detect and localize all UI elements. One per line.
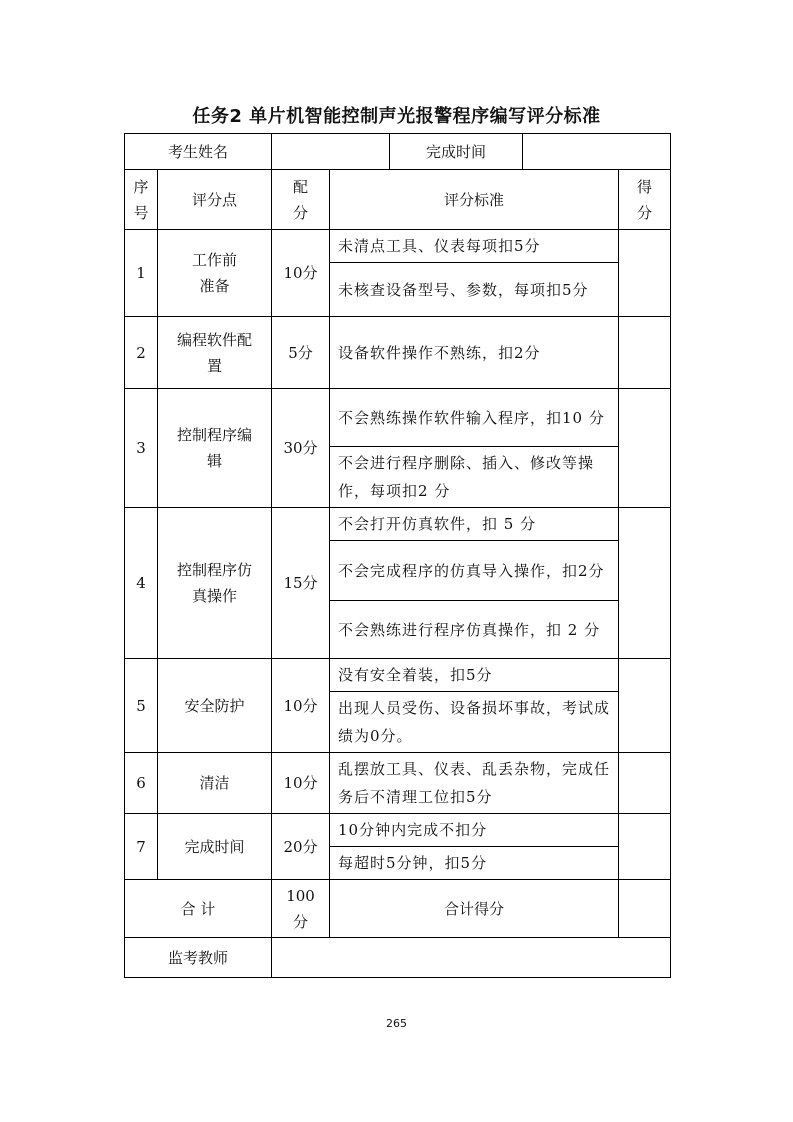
header-score	[272, 170, 330, 230]
total-row	[125, 880, 671, 938]
header-index-line2: 号	[133, 203, 149, 222]
examinee-name-label: 考生姓名	[125, 134, 272, 170]
row-score: 5分	[272, 317, 330, 389]
row-score: 10分	[272, 753, 330, 814]
total-result-label: 合计得分	[330, 880, 619, 938]
row-criteria: 不会完成程序的仿真导入操作，扣2分	[330, 541, 619, 601]
table-row	[125, 389, 671, 447]
row-point-line: 准备	[199, 277, 230, 295]
row-criteria: 乱摆放工具、仪表、乱丢杂物，完成任务后不清理工位扣5分	[330, 753, 619, 814]
row-criteria: 未核查设备型号、参数，每项扣5分	[330, 263, 619, 317]
table-row	[125, 659, 671, 692]
row-point-line: 编程软件配	[177, 330, 253, 349]
finish-time-field[interactable]	[523, 134, 671, 170]
table-row	[125, 814, 671, 847]
supervisor-row	[125, 938, 671, 978]
row-score: 10分	[272, 230, 330, 317]
row-point	[158, 508, 272, 659]
header-row	[125, 170, 671, 230]
row-criteria: 未清点工具、仪表每项扣5分	[330, 230, 619, 263]
header-result-line2: 分	[637, 203, 653, 222]
row-point	[158, 659, 272, 753]
scoring-table	[124, 133, 671, 978]
row-point-line: 辑	[207, 452, 223, 470]
row-result-field[interactable]	[619, 389, 671, 508]
row-point-line: 真操作	[192, 587, 238, 605]
row-point-line: 完成时间	[184, 837, 245, 856]
row-point-line: 置	[207, 356, 223, 375]
row-criteria: 每超时5分钟，扣5分	[330, 847, 619, 880]
supervisor-field[interactable]	[272, 938, 671, 978]
row-point-line: 清洁	[199, 774, 230, 792]
info-row	[125, 134, 671, 170]
header-index	[125, 170, 158, 230]
total-score	[272, 880, 330, 938]
row-result-field[interactable]	[619, 317, 671, 389]
row-criteria: 不会熟练操作软件输入程序，扣10 分	[330, 389, 619, 447]
row-result-field[interactable]	[619, 814, 671, 880]
header-score-line2: 分	[293, 203, 309, 222]
row-index: 5	[125, 659, 158, 753]
row-point	[158, 814, 272, 880]
row-point	[158, 230, 272, 317]
row-point	[158, 753, 272, 814]
header-index-line1: 序	[133, 177, 149, 196]
row-result-field[interactable]	[619, 508, 671, 659]
page-title: 任务2 单片机智能控制声光报警程序编写评分标准	[192, 106, 601, 127]
row-criteria: 不会打开仿真软件，扣 5 分	[330, 508, 619, 541]
row-score: 10分	[272, 659, 330, 753]
header-point: 评分点	[158, 170, 272, 230]
row-index: 7	[125, 814, 158, 880]
row-score: 15分	[272, 508, 330, 659]
total-label: 合 计	[125, 880, 272, 938]
row-score: 30分	[272, 389, 330, 508]
header-result-line1: 得	[637, 177, 653, 196]
total-score-line2: 分	[293, 912, 309, 931]
table-row	[125, 317, 671, 389]
table-row	[125, 508, 671, 541]
total-score-line1: 100	[286, 886, 315, 905]
row-result-field[interactable]	[619, 753, 671, 814]
row-criteria: 出现人员受伤、设备损坏事故，考试成绩为0分。	[330, 692, 619, 753]
table-row	[125, 753, 671, 814]
row-index: 2	[125, 317, 158, 389]
supervisor-label: 监考教师	[125, 938, 272, 978]
header-result	[619, 170, 671, 230]
examinee-name-field[interactable]	[272, 134, 390, 170]
page-number: 265	[386, 1017, 407, 1030]
row-index: 4	[125, 508, 158, 659]
row-point-line: 工作前	[192, 251, 238, 269]
row-criteria: 设备软件操作不熟练，扣2分	[330, 317, 619, 389]
table-row	[125, 230, 671, 263]
row-criteria: 不会熟练进行程序仿真操作，扣 2 分	[330, 601, 619, 659]
total-result-field[interactable]	[619, 880, 671, 938]
row-point-line: 安全防护	[184, 696, 245, 715]
row-score: 20分	[272, 814, 330, 880]
row-index: 6	[125, 753, 158, 814]
row-criteria: 10分钟内完成不扣分	[330, 814, 619, 847]
row-result-field[interactable]	[619, 659, 671, 753]
row-point	[158, 317, 272, 389]
finish-time-label: 完成时间	[390, 134, 523, 170]
header-score-line1: 配	[293, 177, 309, 196]
row-criteria: 没有安全着装，扣5分	[330, 659, 619, 692]
row-point	[158, 389, 272, 508]
row-index: 1	[125, 230, 158, 317]
row-criteria: 不会进行程序删除、插入、修改等操作，每项扣2 分	[330, 447, 619, 508]
row-result-field[interactable]	[619, 230, 671, 317]
row-point-line: 控制程序编	[177, 426, 253, 444]
header-criteria: 评分标准	[330, 170, 619, 230]
row-index: 3	[125, 389, 158, 508]
row-point-line: 控制程序仿	[177, 561, 253, 579]
